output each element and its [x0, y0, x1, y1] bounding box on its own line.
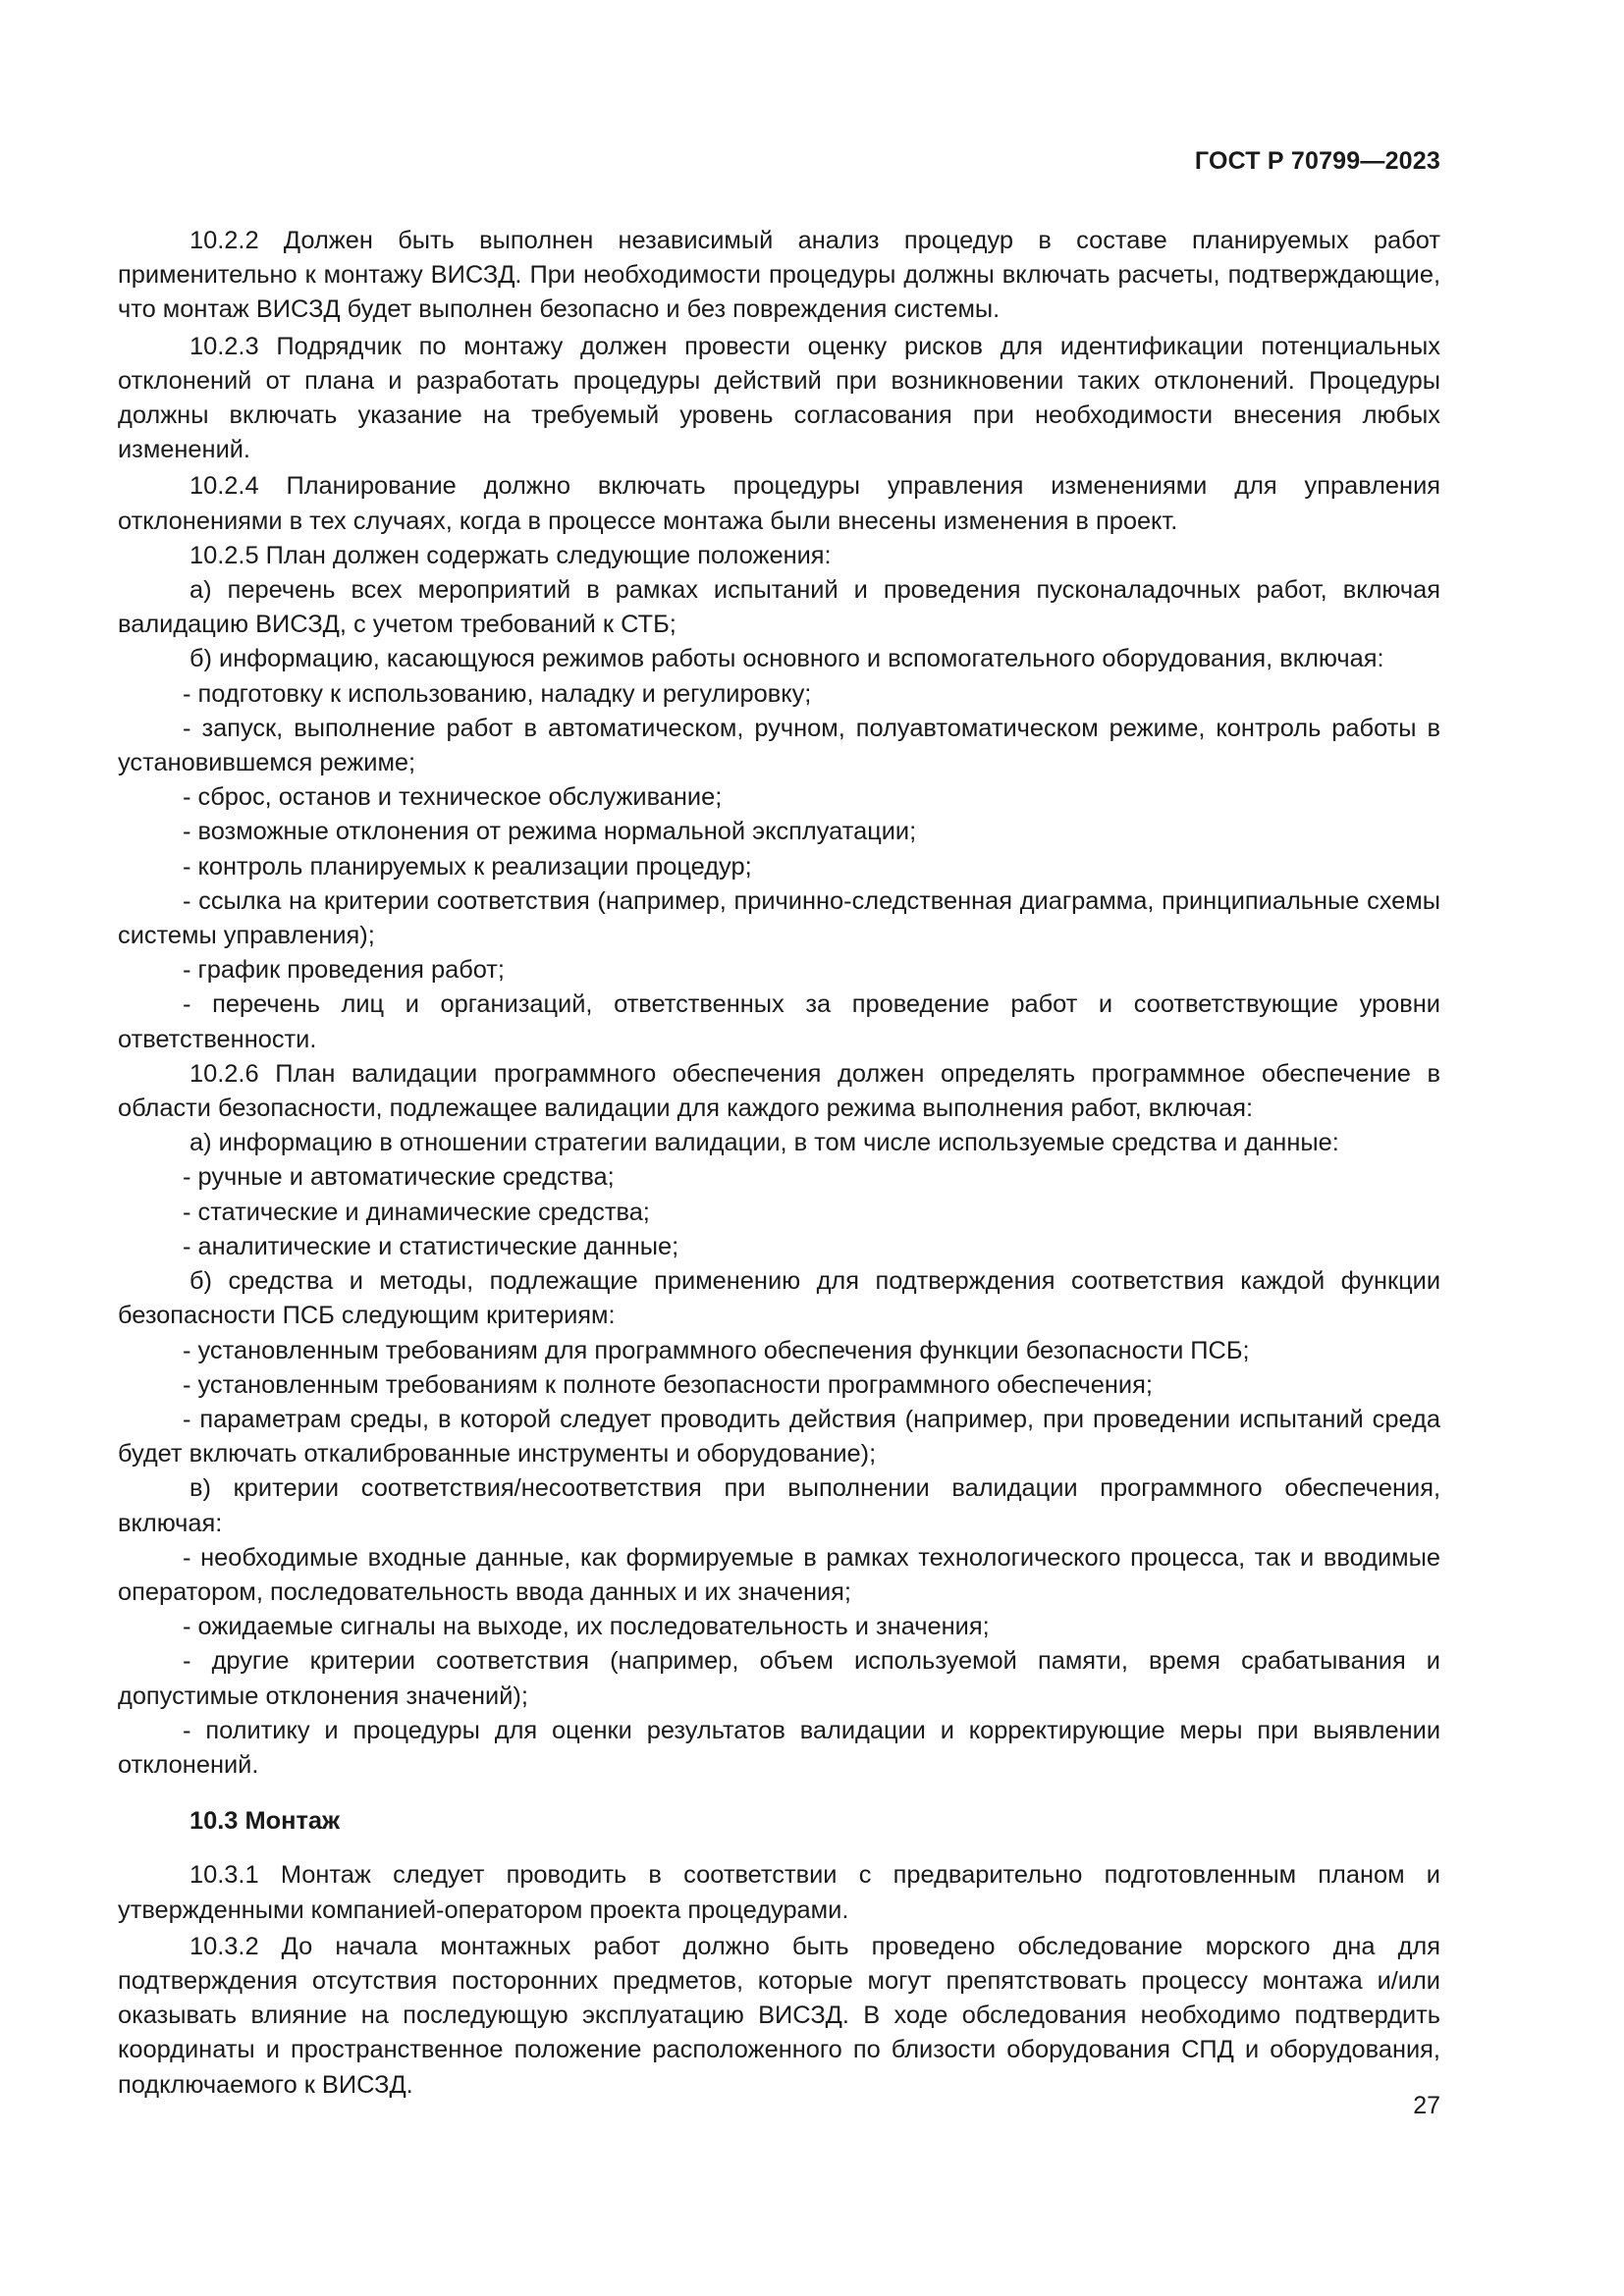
list-item-b: б) средства и методы, подлежащие применению для подтверждения соответствия каждой функции безопасности ПСБ следующим критериям: — [118, 1267, 1440, 1330]
paragraph-10-2-3: 10.2.3 Подрядчик по монтажу должен провести оценку рисков для идентификации потенциальных отклонений от плана и разработать процедуры действий при возникновении таких отклонений. Процедуры должны включать указание на требуемый уровень согласования при необходимости внесения любых изменений. — [118, 332, 1440, 464]
dash-item: - необходимые входные данные, как формируемые в рамках технологического процесса, так и вводимые оператором, последовательность ввода данных и их значения; — [118, 1543, 1440, 1606]
dash-item: - контроль планируемых к реализации процедур; — [183, 852, 752, 881]
dash-item: - сброс, останов и техническое обслуживание; — [183, 783, 723, 812]
dash-item: - ожидаемые сигналы на выходе, их последовательность и значения; — [183, 1613, 990, 1641]
paragraph-10-3-2: 10.3.2 До начала монтажных работ должно быть проведено обследование морского дна для подтверждения отсутствия посторонних предметов, которые могут препятствовать процессу монтажа и/или оказывать влияние на последующую эксплуатацию ВИСЗД. В ходе обследования необходимо подтвердить координаты и пространственное положение расположенного по близости оборудования СПД и оборудования, подключаемого к ВИСЗД. — [118, 1932, 1440, 2099]
dash-item: - политику и процедуры для оценки результатов валидации и корректирующие меры при выявлении отклонений. — [118, 1716, 1440, 1779]
dash-item: - аналитические и статистические данные; — [183, 1232, 679, 1260]
dash-item: - запуск, выполнение работ в автоматическом, ручном, полуавтоматическом режиме, контроль работы в установившемся режиме; — [118, 714, 1440, 777]
paragraph-10-2-2: 10.2.2 Должен быть выполнен независимый анализ процедур в составе планируемых работ применительно к монтажу ВИСЗД. При необходимости процедуры должны включать расчеты, подтверждающие, что монтаж ВИСЗД будет выполнен безопасно и без повреждения системы. — [118, 227, 1440, 324]
paragraph-10-2-4: 10.2.4 Планирование должно включать процедуры управления изменениями для управления отклонениями в тех случаях, когда в процессе монтажа были внесены изменения в проект. — [118, 472, 1440, 535]
dash-item: - возможные отклонения от режима нормальной эксплуатации; — [183, 818, 917, 846]
dash-item: - подготовку к использованию, наладку и регулировку; — [183, 679, 812, 708]
paragraph-10-3-1: 10.3.1 Монтаж следует проводить в соответствии с предварительно подготовленным планом и утвержденными компанией-оператором проекта процедурами. — [118, 1861, 1440, 1924]
dash-item: - ручные и автоматические средства; — [183, 1163, 615, 1192]
document-body — [118, 224, 1440, 2103]
dash-item: - статические и динамические средства; — [183, 1198, 650, 1226]
dash-item: - установленным требованиям к полноте безопасности программного обеспечения; — [183, 1370, 1153, 1399]
paragraph-10-2-6: 10.2.6 План валидации программного обеспечения должен определять программное обеспечение в области безопасности, подлежащее валидации для каждого режима выполнения работ, включая: — [118, 1059, 1440, 1123]
list-item-a: а) перечень всех мероприятий в рамках испытаний и проведения пусконаладочных работ, включая валидацию ВИСЗД, с учетом требований к СТБ; — [118, 576, 1440, 639]
list-item-v: в) критерии соответствия/несоответствия при выполнении валидации программного обеспечения, включая: — [118, 1474, 1440, 1537]
dash-item: - параметрам среды, в которой следует проводить действия (например, при проведении испытаний среда будет включать откалиброванные инструменты и оборудование); — [118, 1405, 1440, 1468]
dash-item: - установленным требованиям для программного обеспечения функции безопасности ПСБ; — [183, 1336, 1250, 1364]
dash-item: - ссылка на критерии соответствия (например, причинно-следственная диаграмма, принципиальные схемы системы управления); — [118, 886, 1440, 950]
section-heading: 10.3 Монтаж — [189, 1807, 341, 1836]
page-number: 27 — [1413, 2092, 1440, 2119]
list-item-a: а) информацию в отношении стратегии валидации, в том числе используемые средства и данные: — [189, 1129, 1339, 1157]
paragraph-10-2-5: 10.2.5 План должен содержать следующие положения: — [189, 541, 832, 569]
dash-item: - перечень лиц и организаций, ответственных за проведение работ и соответствующие уровни ответственности. — [118, 990, 1440, 1053]
dash-item: - другие критерии соответствия (например, объем используемой памяти, время срабатывания и допустимые отклонения значений); — [118, 1647, 1440, 1710]
list-item-b: б) информацию, касающуюся режимов работы основного и вспомогательного оборудования, включая: — [189, 645, 1384, 673]
document-code-header: ГОСТ Р 70799—2023 — [1194, 147, 1440, 175]
dash-item: - график проведения работ; — [183, 956, 505, 985]
